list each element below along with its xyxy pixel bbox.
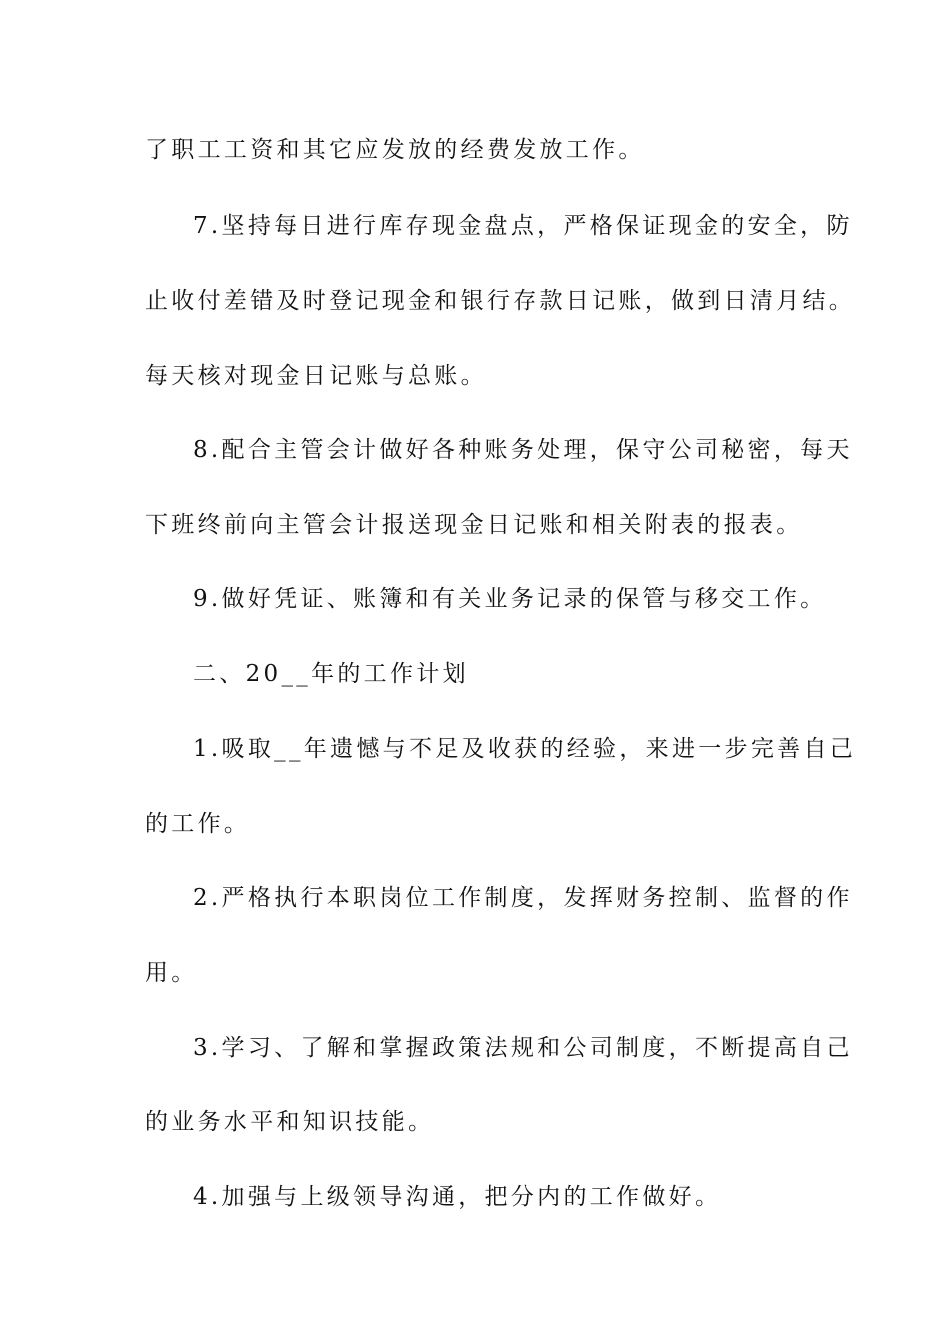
text-line-15: 4.加强与上级领导沟通，把分内的工作做好。 [193,1184,722,1210]
text-line-7: 9.做好凭证、账簿和有关业务记录的保管与移交工作。 [193,586,827,612]
section-heading: 二、20__年的工作计划 [193,661,469,687]
text-line-4: 每天核对现金日记账与总账。 [145,363,487,389]
text-line-6: 下班终前向主管会计报送现金日记账和相关附表的报表。 [145,512,803,538]
text-line-3: 止收付差错及时登记现金和银行存款日记账，做到日清月结。 [145,288,856,314]
text-line-9: 1.吸取__年遗憾与不足及收获的经验，来进一步完善自己 [193,736,857,762]
text-line-12: 用。 [145,960,198,986]
text-line-13: 3.学习、了解和掌握政策法规和公司制度，不断提高自己 [193,1035,853,1061]
text-line-10: 的工作。 [145,811,251,837]
text-line-1: 了职工工资和其它应发放的经费发放工作。 [145,137,645,163]
text-line-14: 的业务水平和知识技能。 [145,1109,435,1135]
text-line-5: 8.配合主管会计做好各种账务处理，保守公司秘密，每天 [193,437,853,463]
text-line-11: 2.严格执行本职岗位工作制度，发挥财务控制、监督的作 [193,885,853,911]
text-line-2: 7.坚持每日进行库存现金盘点，严格保证现金的安全，防 [193,213,853,239]
